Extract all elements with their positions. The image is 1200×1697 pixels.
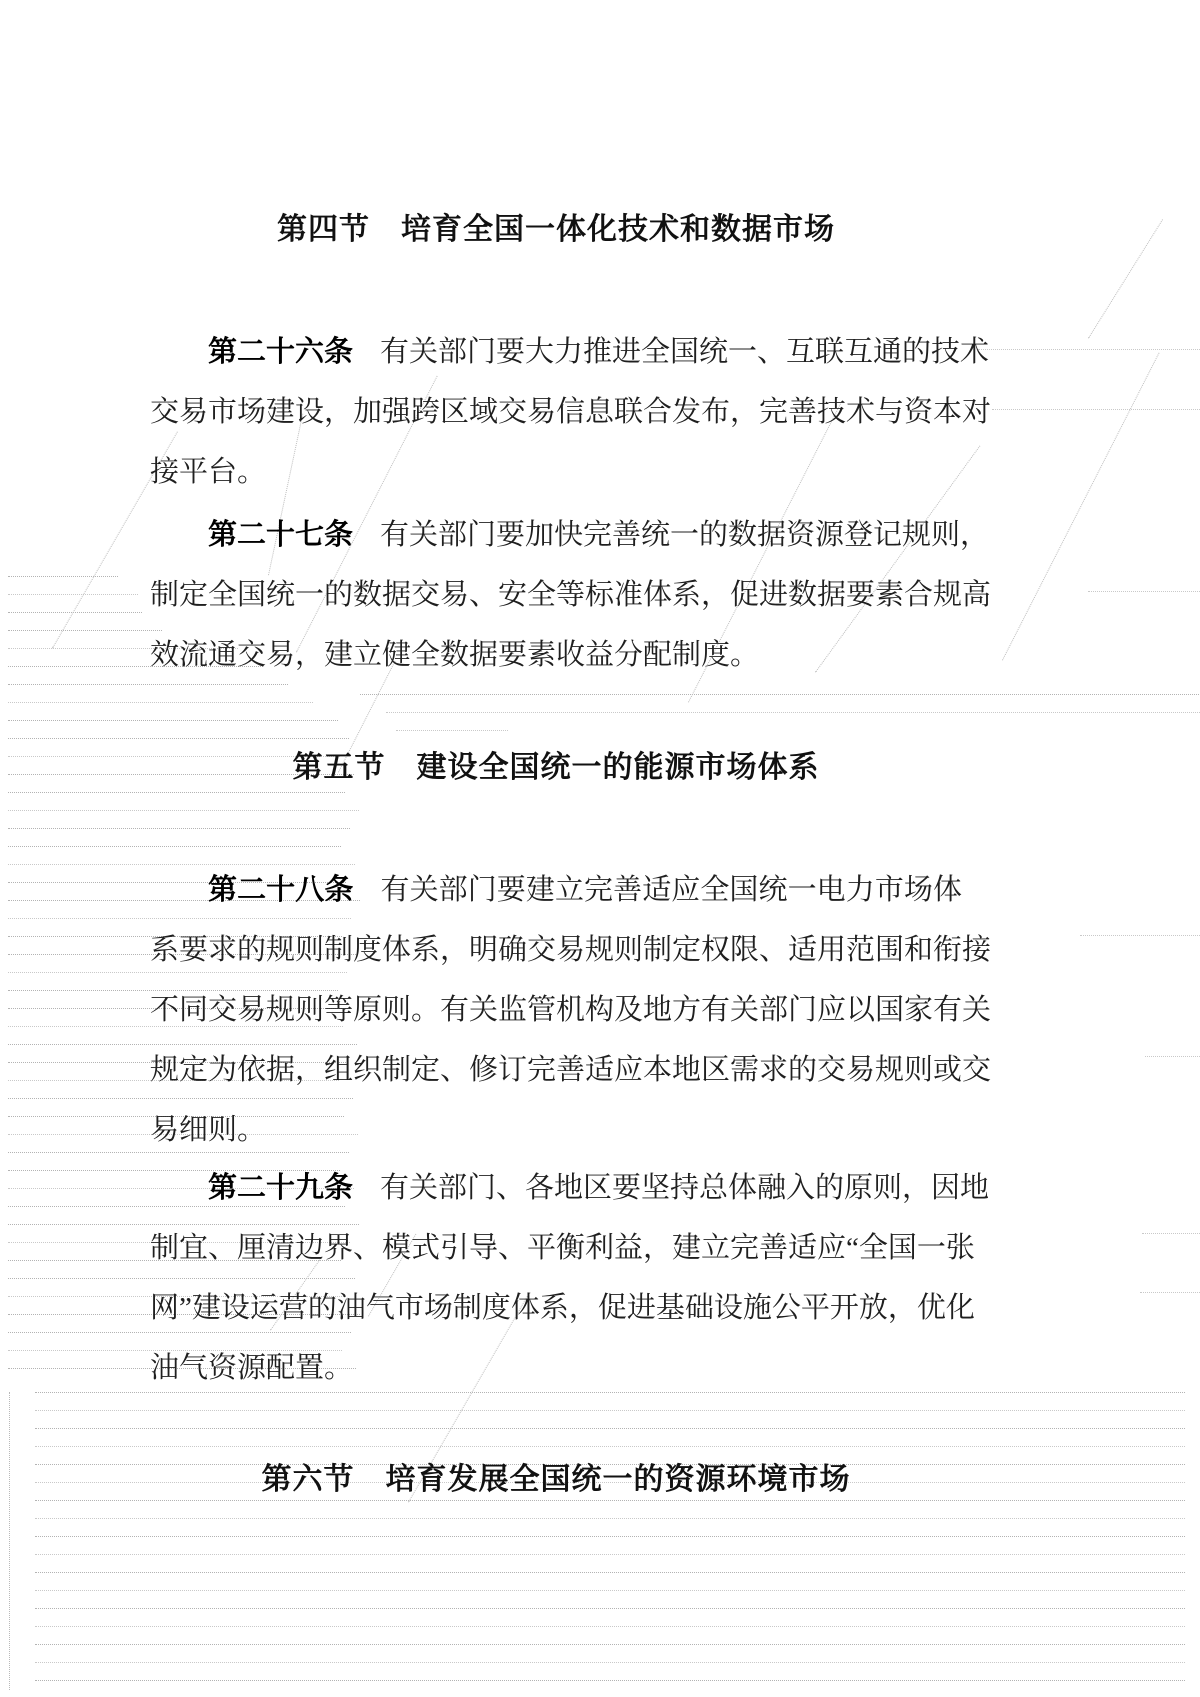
article-number: 第二十九条 (208, 1172, 354, 1204)
article-number: 第二十七条 (208, 519, 354, 551)
paragraph-line: 不同交易规则等原则。有关监管机构及地方有关部门应以国家有关 (150, 994, 992, 1026)
paragraph-line (150, 505, 990, 565)
paragraph-line: 规定为依据，组织制定、修订完善适应本地区需求的交易规则或交 (150, 1054, 992, 1086)
paragraph-line: 制定全国统一的数据交易、安全等标准体系，促进数据要素合规高 (150, 579, 992, 611)
section-6-heading: 第六节 培育发展全国统一的资源环境市场 (261, 1463, 851, 1496)
paragraph-line: 接平台。 (150, 456, 267, 488)
paragraph-line: 效流通交易，建立健全数据要素收益分配制度。 (150, 639, 760, 671)
paragraph-line (150, 860, 962, 920)
article-29 (150, 1158, 990, 1398)
section-4-heading: 第四节 培育全国一体化技术和数据市场 (277, 213, 835, 246)
paragraph-line: 系要求的规则制度体系，明确交易规则制定权限、适用范围和衔接 (150, 934, 992, 966)
line-text: 有关部门要建立完善适应全国统一电力市场体 (380, 874, 962, 906)
article-26 (150, 322, 992, 502)
article-number: 第二十六条 (208, 336, 354, 368)
paragraph-line: 易细则。 (150, 1114, 267, 1146)
article-27 (150, 505, 992, 685)
article-28 (150, 860, 992, 1160)
paragraph-line (150, 1158, 990, 1218)
paragraph-line: 制宜、厘清边界、模式引导、平衡利益，建立完善适应“全国一张 (150, 1232, 975, 1264)
section-5-heading: 第五节 建设全国统一的能源市场体系 (292, 751, 820, 784)
line-text: 有关部门、各地区要坚持总体融入的原则，因地 (380, 1172, 990, 1204)
paragraph-line (150, 322, 990, 382)
paragraph-line: 交易市场建设，加强跨区域交易信息联合发布，完善技术与资本对 (150, 396, 992, 428)
line-text: 有关部门要加快完善统一的数据资源登记规则， (380, 519, 990, 551)
article-number: 第二十八条 (208, 874, 354, 906)
paragraph-line: 油气资源配置。 (150, 1352, 354, 1384)
line-text: 有关部门要大力推进全国统一、互联互通的技术 (380, 336, 990, 368)
paragraph-line: 网”建设运营的油气市场制度体系，促进基础设施公平开放，优化 (150, 1292, 975, 1324)
